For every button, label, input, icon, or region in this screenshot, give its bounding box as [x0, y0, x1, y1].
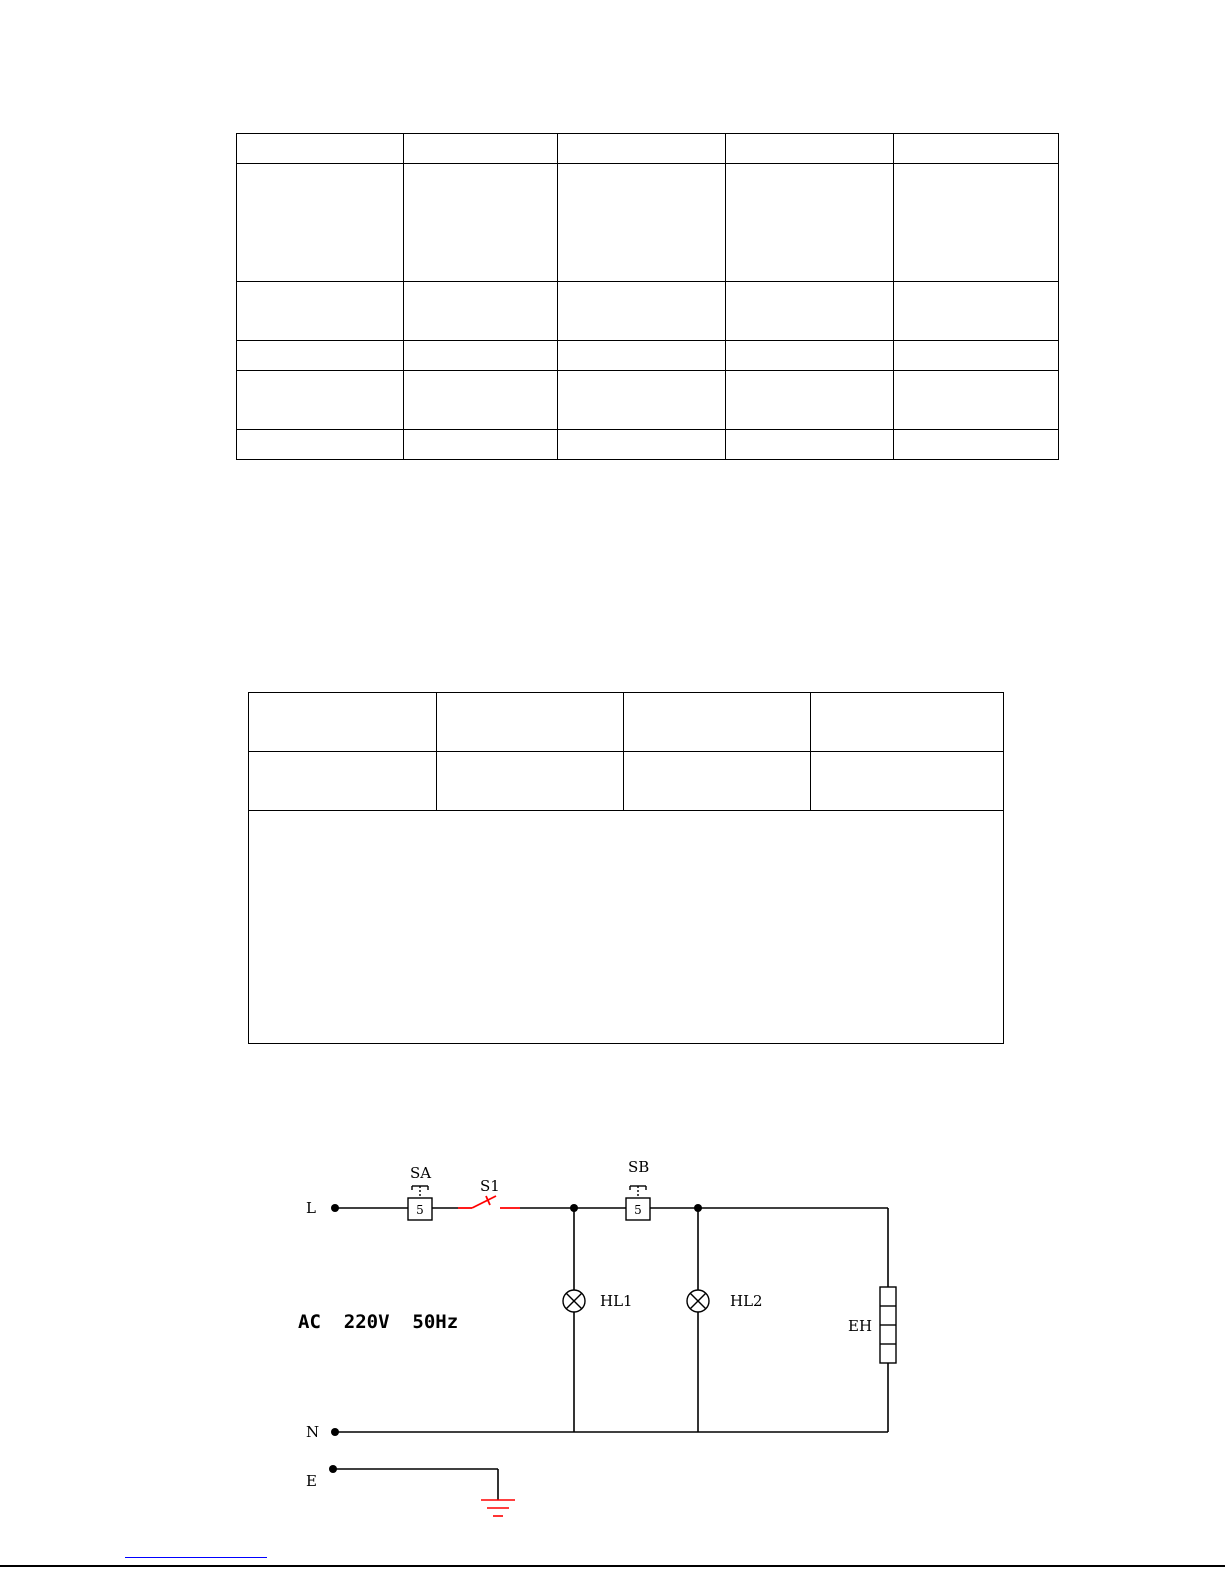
table-cell [558, 134, 726, 164]
data-table-2 [248, 692, 1004, 1044]
switch-s1-symbol [458, 1196, 520, 1208]
supply-spec-label: AC 220V 50Hz [298, 1311, 459, 1333]
lamp-hl1-icon [563, 1290, 585, 1312]
table-cell [726, 134, 894, 164]
table-cell [558, 371, 726, 430]
thermostat-mark-sa: 5 [416, 1203, 424, 1217]
table-cell [558, 164, 726, 282]
table-cell [237, 134, 404, 164]
table-cell [894, 371, 1059, 430]
table-cell [894, 341, 1059, 371]
table-row [237, 282, 1059, 341]
footer-link-underline[interactable] [125, 1557, 267, 1558]
junction-dot [570, 1204, 578, 1212]
table-cell [249, 693, 437, 752]
table-cell [894, 282, 1059, 341]
table-cell [624, 693, 811, 752]
table-cell [558, 282, 726, 341]
table-cell [237, 341, 404, 371]
switch-s1-label: S1 [480, 1177, 500, 1195]
merged-cell [249, 811, 1004, 1044]
table-cell [811, 693, 1004, 752]
table-cell [894, 164, 1059, 282]
table-cell [726, 371, 894, 430]
heater-eh-label: EH [848, 1317, 873, 1335]
terminal-n-label: N [306, 1423, 320, 1441]
junction-dot [694, 1204, 702, 1212]
heater-eh-symbol [880, 1287, 896, 1363]
table-cell [558, 430, 726, 460]
table-cell [437, 752, 624, 811]
table-row [237, 164, 1059, 282]
table-cell [558, 341, 726, 371]
table-row [249, 811, 1004, 1044]
table-cell [726, 341, 894, 371]
table-cell [726, 430, 894, 460]
terminal-e-label: E [306, 1472, 317, 1490]
table-cell [437, 693, 624, 752]
table-cell [404, 371, 558, 430]
table-cell [249, 752, 437, 811]
table-row [237, 430, 1059, 460]
footer-rule [0, 1565, 1225, 1567]
terminal-n-dot [331, 1428, 339, 1436]
thermostat-mark-sb: 5 [634, 1203, 642, 1217]
table-cell [404, 341, 558, 371]
table-row [237, 134, 1059, 164]
lamp-hl2-icon [687, 1290, 709, 1312]
table-cell [237, 371, 404, 430]
table-row [237, 341, 1059, 371]
table-cell [624, 752, 811, 811]
table-cell [237, 282, 404, 341]
switch-sb-label: SB [628, 1158, 650, 1176]
table-cell [404, 430, 558, 460]
table-cell [894, 430, 1059, 460]
switch-sa-label: SA [410, 1164, 432, 1182]
table-row [249, 693, 1004, 752]
ground-icon [481, 1500, 515, 1516]
wiring-diagram [0, 1100, 1225, 1520]
table-cell [404, 134, 558, 164]
table-row [249, 752, 1004, 811]
terminal-e-dot [329, 1465, 337, 1473]
table-cell [726, 164, 894, 282]
data-table-1 [236, 133, 1059, 460]
table-cell [811, 752, 1004, 811]
table-row [237, 371, 1059, 430]
table-cell [404, 164, 558, 282]
table-cell [237, 164, 404, 282]
table-cell [404, 282, 558, 341]
table-cell [726, 282, 894, 341]
terminal-l-dot [331, 1204, 339, 1212]
table-cell [237, 430, 404, 460]
lamp-hl1-label: HL1 [600, 1292, 633, 1310]
terminal-l-label: L [306, 1199, 316, 1217]
lamp-hl2-label: HL2 [730, 1292, 763, 1310]
table-cell [894, 134, 1059, 164]
